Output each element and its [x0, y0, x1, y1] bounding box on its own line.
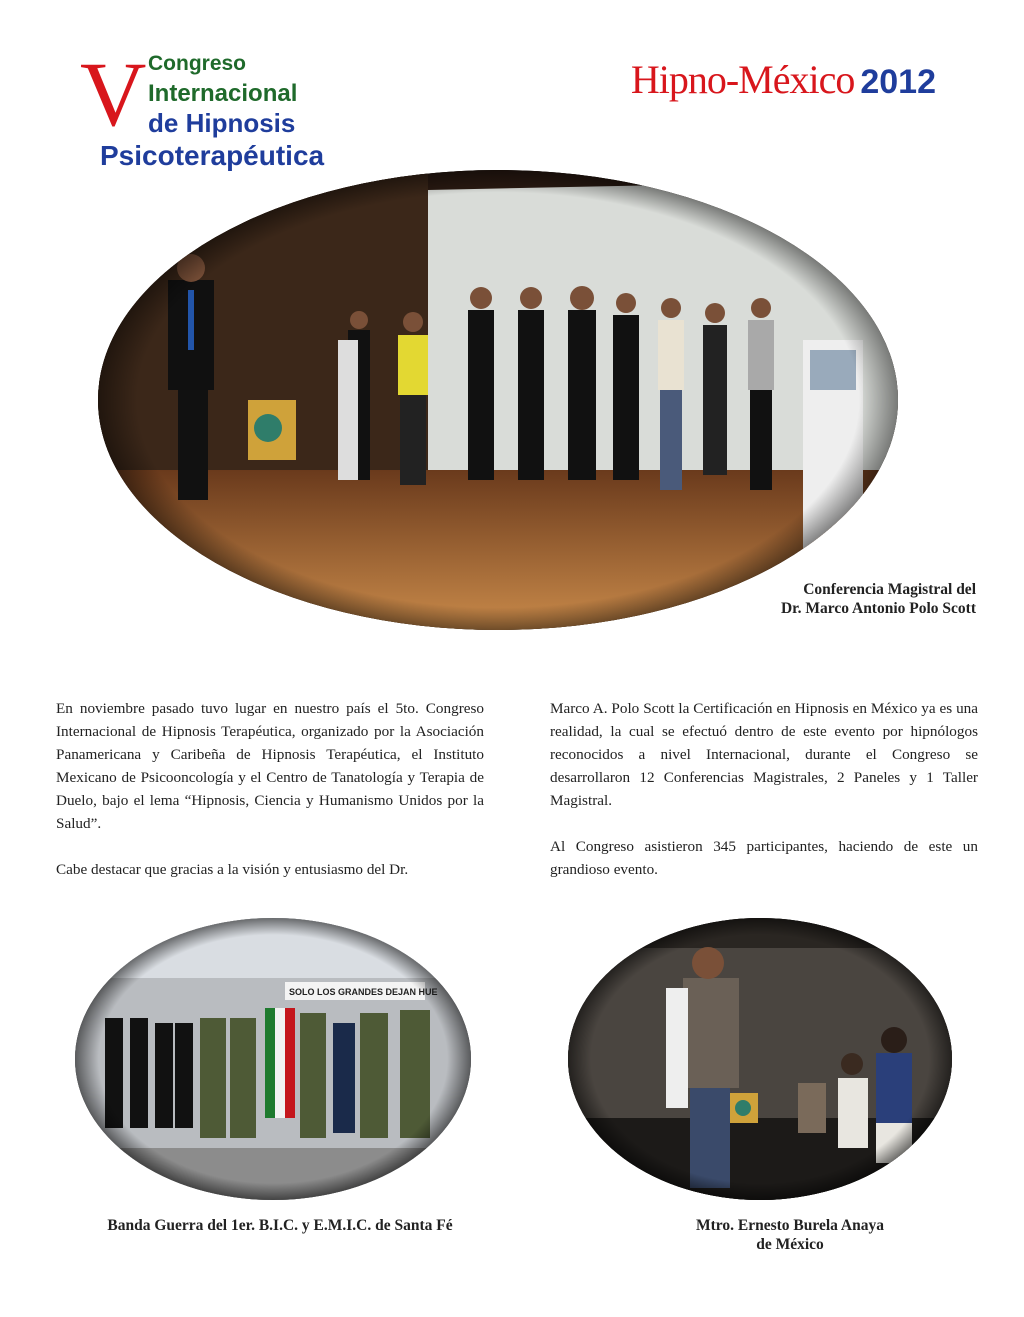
paragraph-highlight: Cabe destacar que gracias a la visión y entusiasmo del Dr.	[56, 861, 409, 878]
photo-military-band	[75, 918, 471, 1200]
speaker-caption	[660, 1216, 920, 1254]
speaker-caption-line1: Mtro. Ernesto Burela Anaya	[695, 1217, 884, 1234]
paragraph-attendance: Al Congreso asistieron 345 participantes, haciendo de este un grandioso evento.	[550, 838, 978, 878]
main-caption-line2: Dr. Marco Antonio Polo Scott	[780, 600, 976, 617]
main-photo-conference	[98, 170, 898, 630]
logo-line-hipnosis: de Hipnosis	[148, 108, 296, 138]
paragraph-certification: Marco A. Polo Scott la Certificación en Hipnosis en México ya es una realidad, la cual se efectuó dentro de este evento por hipnólogos reconocidos a nivel Internacional, durante el Congreso se desarrollaron 12 Conferencias Magistrales, 2 Paneles y 1 Taller Magistral.	[550, 700, 978, 809]
main-photo-caption	[781, 580, 976, 618]
body-column-right	[550, 697, 978, 904]
logo-line-psicoterapeutica: Psicoterapéutica	[100, 140, 325, 171]
logo-line-internacional: Internacional	[148, 80, 298, 107]
body-column-left	[56, 697, 484, 904]
congress-logo	[80, 43, 325, 178]
photo-speaker-ernesto	[568, 918, 952, 1200]
page-title	[631, 56, 936, 103]
speaker-scene	[568, 918, 952, 1200]
military-band-scene	[75, 918, 471, 1200]
main-photo-scene	[98, 170, 898, 630]
military-band-caption: Banda Guerra del 1er. B.I.C. y E.M.I.C. de Santa Fé	[107, 1217, 453, 1234]
paragraph-intro: En noviembre pasado tuvo lugar en nuestro país el 5to. Congreso Internacional de Hipnosis Terapéutica, organizado por la Asociación Panamericana y Caribeña de Hipnosis Terapéutica, el Instituto Mexicano de Psicooncología y el Centro de Tanatología y Terapia de Duelo, bajo el lema “Hipnosis, Ciencia y Humanismo Unidos por la Salud”.	[56, 700, 484, 832]
logo-line-congreso: Congreso	[148, 52, 247, 75]
event-name: Hipno-México	[630, 57, 855, 102]
event-year: 2012	[860, 63, 936, 101]
main-caption-line1: Conferencia Magistral del	[803, 581, 976, 598]
speaker-caption-line2: de México	[756, 1236, 824, 1253]
logo-numeral: V	[80, 43, 147, 145]
